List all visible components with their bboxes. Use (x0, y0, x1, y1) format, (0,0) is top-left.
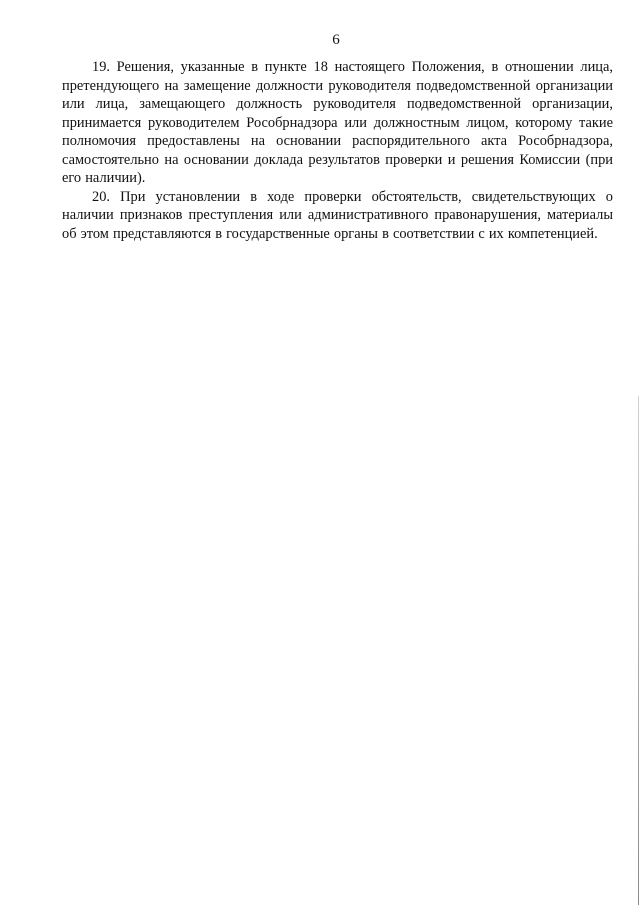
page-number: 6 (332, 32, 340, 48)
paragraph-20: 20. При установлении в ходе проверки обстоятельств, свидетельствующих о наличии признаков преступления или административного правонарушения, материалы об этом представляются в государственные органы в соответствии с их компетенцией. (62, 188, 613, 242)
scan-edge-line (638, 396, 639, 905)
document-body (62, 58, 613, 243)
paragraph-19: 19. Решения, указанные в пункте 18 настоящего Положения, в отношении лица, претендующего на замещение должности руководителя подведомственной организации или лица, замещающего должность руководителя подведомственной организации, принимается руководителем Рособрнадзора или должностным лицом, которому такие полномочия предоставлены на основании распорядительного акта Рособрнадзора, самостоятельно на основании доклада результатов проверки и решения Комиссии (при его наличии). (62, 59, 613, 186)
